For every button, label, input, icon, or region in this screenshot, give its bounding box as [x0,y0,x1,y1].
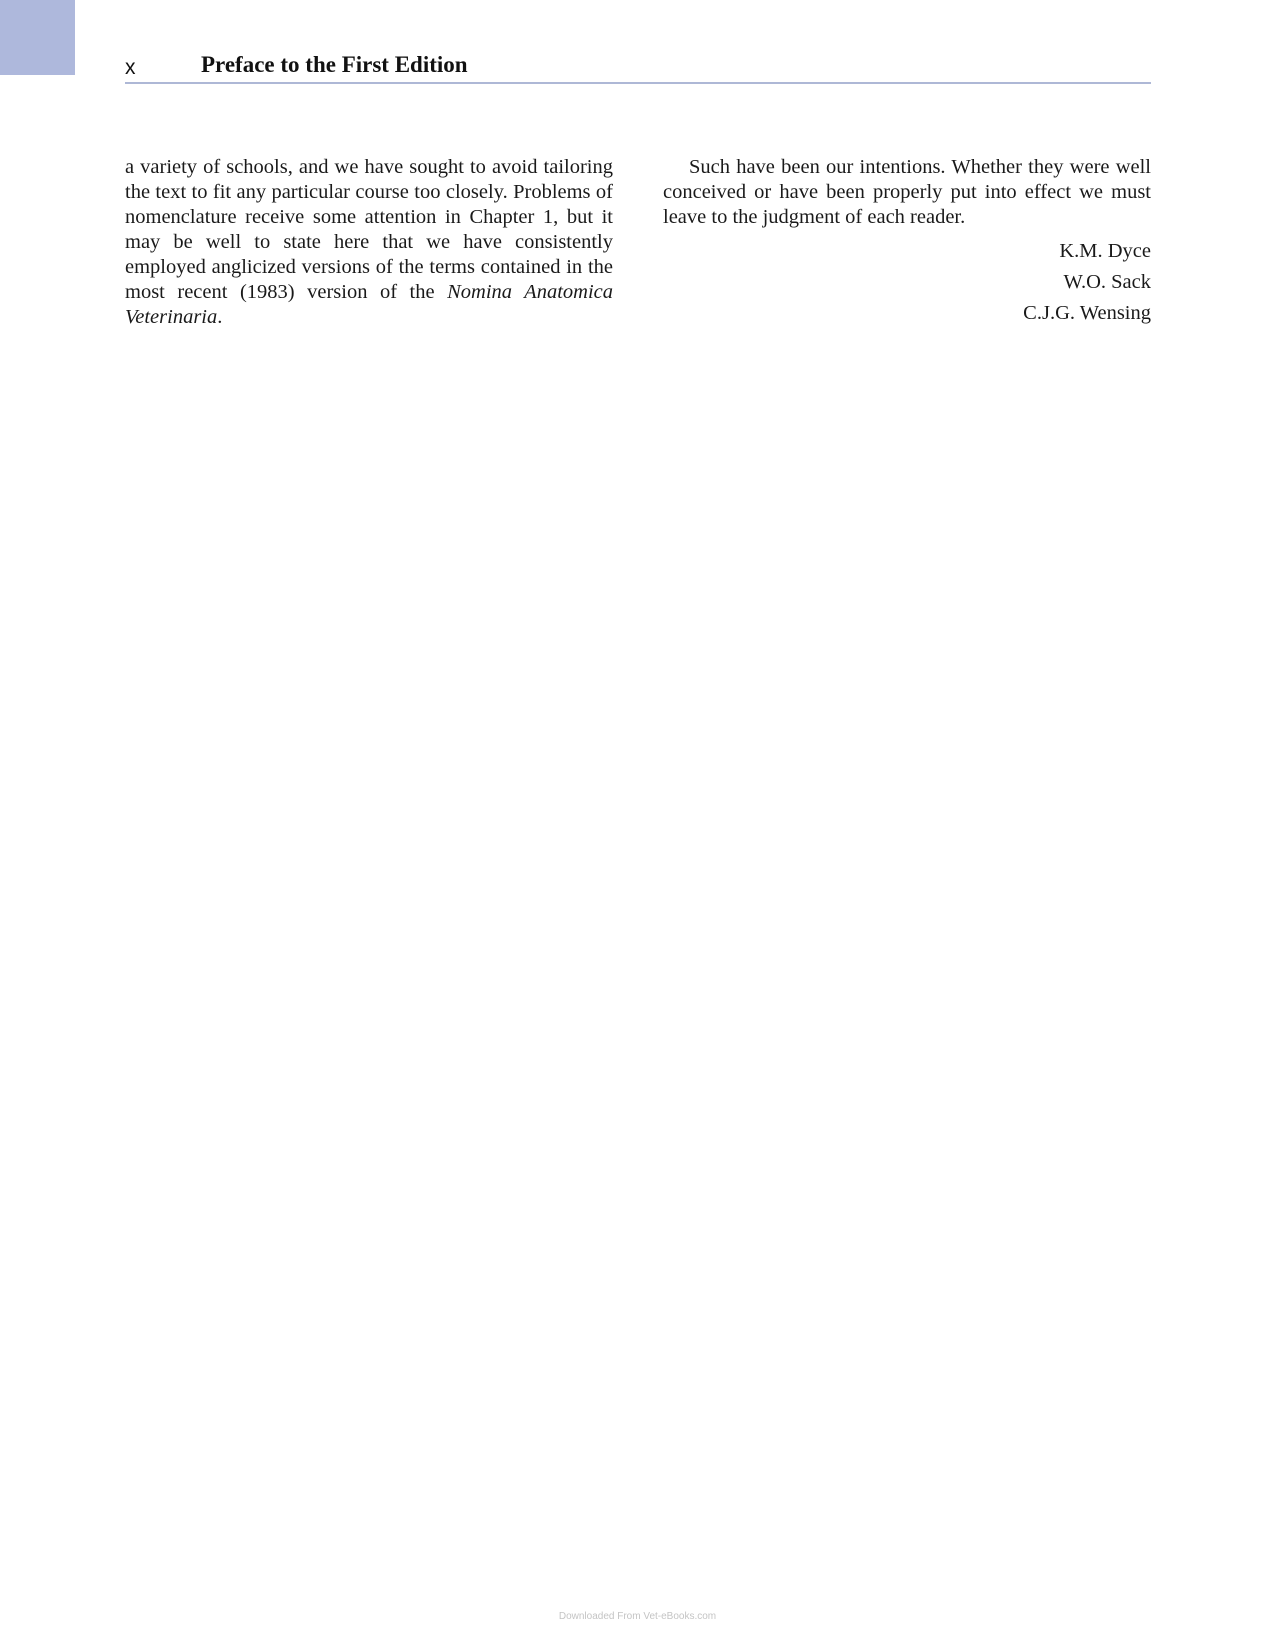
author-signatures [663,236,1151,329]
left-paragraph [125,155,613,330]
right-column [663,155,1151,329]
author-signature: W.O. Sack [1063,271,1151,293]
left-paragraph-end: . [217,306,223,328]
running-head-title: Preface to the First Edition [201,52,468,77]
download-watermark: Downloaded From Vet-eBooks.com [558,1611,717,1622]
author-signature: K.M. Dyce [1059,240,1151,262]
page-corner-tab [0,0,75,75]
right-paragraph: Such have been our intentions. Whether they were well conceived or have been properly put into effect we must leave to the judgment of each reader. [663,156,1151,228]
author-signature: C.J.G. Wensing [1023,302,1151,324]
nomina-anatomica-title: Nomina Anatomica Veterinaria [125,281,614,328]
left-column [125,155,613,330]
running-head [125,48,1151,84]
left-paragraph-text: a variety of schools, and we have sought to avoid tailoring the text to fit any particular course too closely. Problems of nomenclature receive some attention in Chapter 1, but it may be well to state here that we have consistently employed anglicized versions of the terms contained in the most recent (1983) version of the [125,156,613,303]
page-number: x [125,56,136,79]
